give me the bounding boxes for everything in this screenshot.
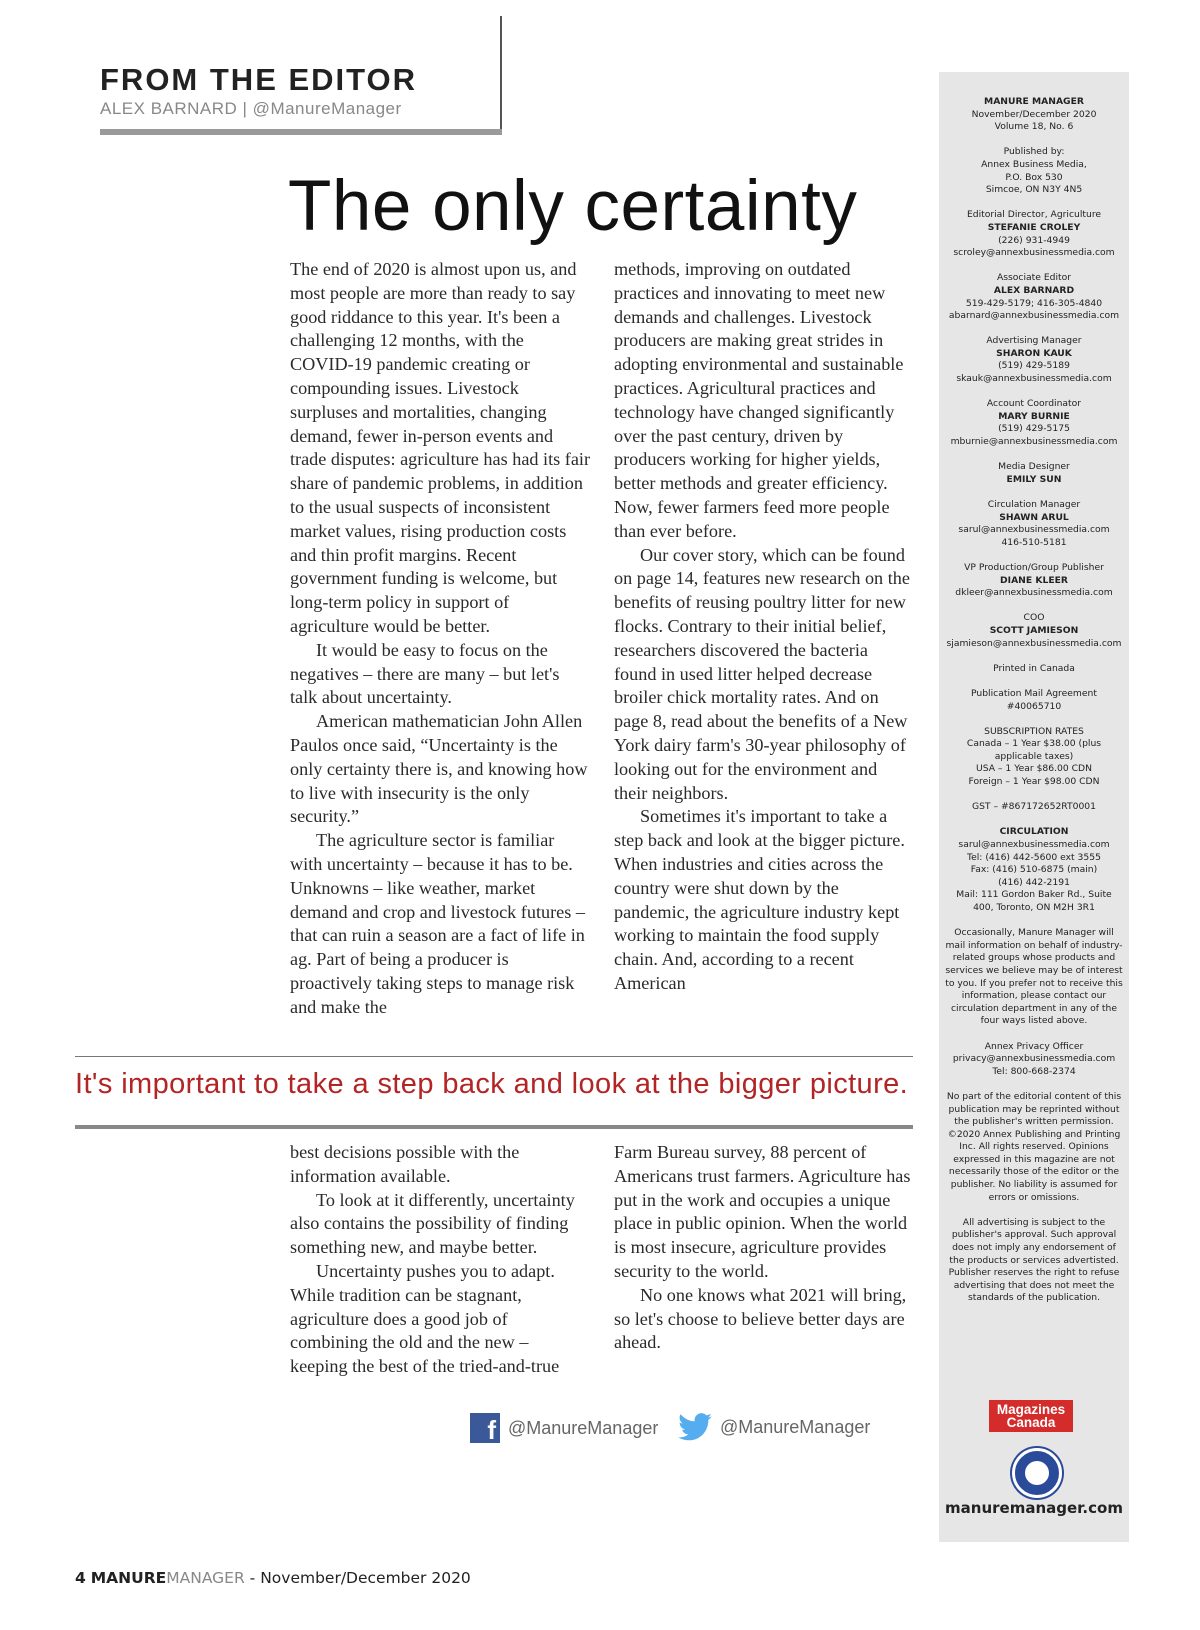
staff-role: Media Designer: [998, 461, 1070, 473]
subs-usa: USA – 1 Year $86.00 CDN: [975, 763, 1092, 775]
mail-agreement-number: #40065710: [1006, 700, 1062, 712]
subs-foreign: Foreign – 1 Year $98.00 CDN: [968, 776, 1100, 788]
publisher-box: P.O. Box 530: [1005, 171, 1063, 183]
facebook-icon: f: [470, 1413, 500, 1443]
website-link[interactable]: manuremanager.com: [945, 1499, 1123, 1517]
paragraph: methods, improving on outdated practices and innovating to meet new demands and challenges. Livestock producers are making great strides in adopting environmental and sustainable practices. Agricultural practices and technology have changed significantly over the past century, driven by producers working for higher yields, better methods and greater efficiency. Now, fewer farmers feed more people than ever before.: [614, 259, 904, 541]
staff-contact[interactable]: mburnie@annexbusinessmedia.com: [950, 436, 1118, 448]
staff-entry: [945, 562, 1123, 600]
printed-note: Printed in Canada: [993, 662, 1075, 674]
staff-role: Advertising Manager: [986, 335, 1082, 347]
header-rule: [100, 129, 502, 135]
staff-name: MARY BURNIE: [998, 410, 1070, 422]
twitter-icon: [678, 1413, 712, 1441]
circ-email[interactable]: sarul@annexbusinessmedia.com: [958, 839, 1110, 851]
staff-contact: 416-510-5181: [1001, 536, 1067, 548]
staff-name: SHAWN ARUL: [999, 511, 1069, 523]
staff-role: Editorial Director, Agriculture: [966, 209, 1102, 221]
circ-tel: Tel: (416) 442-5600 ext 3555: [967, 851, 1101, 863]
paragraph: Sometimes it's important to take a step back and look at the bigger picture. When industries and cities across the country were shut down by the pandemic, the agriculture industry kept working to maintain the food supply chain. And, according to a recent American: [614, 806, 905, 993]
pub-issue: November/December 2020: [971, 108, 1097, 120]
gst-number: GST – #867172652RT0001: [971, 801, 1096, 813]
paragraph: It would be easy to focus on the negatives – there are many – but let's talk about uncertainty.: [290, 639, 560, 708]
staff-contact[interactable]: sjamieson@annexbusinessmedia.com: [946, 637, 1122, 649]
published-by-label: Published by:: [1003, 146, 1065, 158]
staff-role: Circulation Manager: [987, 499, 1081, 510]
pub-name: MANURE MANAGER: [984, 96, 1084, 107]
twitter-link[interactable]: [678, 1413, 870, 1441]
masthead-pub: [945, 96, 1123, 134]
page-number: 4: [75, 1569, 86, 1587]
pullquote-top-rule: [75, 1056, 913, 1057]
staff-name: ALEX BARNARD: [993, 284, 1075, 296]
mail-agreement: [945, 688, 1123, 713]
staff-role: VP Production/Group Publisher: [964, 561, 1104, 573]
privacy-officer: [945, 1041, 1123, 1079]
byline: ALEX BARNARD | @ManureManager: [100, 99, 402, 118]
section-header: [100, 64, 502, 119]
staff-role: COO: [1023, 612, 1045, 624]
staff-contact[interactable]: scroley@annexbusinessmedia.com: [953, 247, 1115, 259]
column-1-bottom: [290, 1141, 590, 1379]
staff-contact[interactable]: abarnard@annexbusinessmedia.com: [948, 310, 1120, 322]
paragraph: Farm Bureau survey, 88 percent of Americans trust farmers. Agriculture has put in the work and occupies a unique place in public opinion. When the world is most insecure, agriculture provides security to the world.: [614, 1142, 911, 1281]
mail-agreement-label: Publication Mail Agreement: [971, 687, 1097, 699]
staff-contact[interactable]: skauk@annexbusinessmedia.com: [956, 373, 1112, 385]
facebook-link[interactable]: [470, 1413, 658, 1443]
subscription-rates: [945, 726, 1123, 789]
staff-contact[interactable]: dkleer@annexbusinessmedia.com: [955, 587, 1113, 599]
column-1-top: [290, 258, 590, 1020]
publisher-city: Simcoe, ON N3Y 4N5: [985, 184, 1083, 196]
facebook-handle: @ManureManager: [508, 1417, 659, 1438]
paragraph: American mathematician John Allen Paulos once said, “Uncertainty is the only certainty there is, and knowing how to live with insecurity is the only security.”: [290, 711, 588, 827]
subs-canada: Canada – 1 Year $38.00 (plus applicable taxes): [966, 738, 1102, 762]
staff-contact: (519) 429-5175: [998, 423, 1070, 435]
staff-entry: [945, 499, 1123, 549]
circulation-info: [945, 826, 1123, 914]
section-title: FROM THE EDITOR: [100, 62, 418, 97]
paragraph: The agriculture sector is familiar with uncertainty – because it has to be. Unknowns – like weather, market demand and crop and livestock futures – that can ruin a season are a fact of life in ag. Part of being a producer is proactively taking steps to manage risk and make the: [290, 830, 585, 1017]
page-footer: [75, 1569, 471, 1587]
staff-entry: [945, 398, 1123, 448]
staff-entry: [945, 461, 1123, 486]
staff-role: Account Coordinator: [986, 398, 1082, 410]
footer-brand-bold: MANURE: [90, 1569, 167, 1587]
staff-contact: 519-429-5179; 416-305-4840: [965, 297, 1103, 309]
header-divider: [500, 16, 502, 134]
column-2-top: [614, 258, 914, 996]
paragraph: No one knows what 2021 will bring, so let's choose to believe better days are ahead.: [614, 1284, 907, 1353]
subs-title: SUBSCRIPTION RATES: [984, 725, 1084, 737]
circ-mail: Mail: 111 Gordon Baker Rd., Suite 400, Toronto, ON M2H 3R1: [956, 889, 1112, 913]
masthead-sidebar: [939, 72, 1129, 1542]
staff-contact[interactable]: sarul@annexbusinessmedia.com: [958, 524, 1110, 536]
twitter-handle: @ManureManager: [720, 1416, 871, 1437]
article-headline: The only certainty: [288, 167, 858, 246]
advertising-note: All advertising is subject to the publisher's approval. Such approval does not imply any endorsement of the products or services advertisted. Publisher reserves the right to refuse advertising that does not meet the standards of the publication.: [948, 1216, 1120, 1304]
staff-contact: (519) 429-5189: [998, 360, 1070, 372]
circ-fax: Fax: (416) 510-6875 (main): [970, 864, 1098, 876]
footer-issue: - November/December 2020: [249, 1569, 471, 1587]
privacy-email[interactable]: privacy@annexbusinessmedia.com: [952, 1053, 1116, 1065]
paragraph: Uncertainty pushes you to adapt. While tradition can be stagnant, agriculture does a good job of combining the old and the new – keeping the best of the tried-and-true: [290, 1260, 560, 1377]
staff-contact: (226) 931-4949: [998, 234, 1070, 246]
staff-name: STEFANIE CROLEY: [987, 221, 1081, 233]
footer-brand-light: MANAGER: [166, 1569, 245, 1587]
staff-entry: [945, 272, 1123, 322]
staff-entry: [945, 612, 1123, 650]
paragraph: best decisions possible with the information available.: [290, 1142, 520, 1186]
publisher-company: Annex Business Media,: [981, 158, 1087, 170]
pub-volume: Volume 18, No. 6: [994, 121, 1074, 133]
pullquote-bottom-rule: [75, 1125, 913, 1129]
staff-name: SHARON KAUK: [996, 347, 1072, 359]
pullquote: It's important to take a step back and look at the bigger picture.: [75, 1068, 909, 1100]
mailing-note: Occasionally, Manure Manager will mail information on behalf of industry-related groups whose products and services we believe may be of interest to you. If you prefer not to receive this information, please contact our circulation department in any of the four ways listed above.: [945, 927, 1123, 1027]
staff-entry: [945, 209, 1123, 259]
staff-entry: [945, 335, 1123, 385]
staff-name: SCOTT JAMIESON: [989, 624, 1079, 636]
association-seal-icon: [1012, 1448, 1062, 1498]
privacy-label: Annex Privacy Officer: [984, 1040, 1084, 1052]
magazines-canada-logo: Magazines Canada: [989, 1400, 1073, 1432]
column-2-bottom: [614, 1141, 914, 1355]
staff-name: EMILY SUN: [1006, 473, 1062, 485]
paragraph: Our cover story, which can be found on page 14, features new research on the benefits of reusing poultry litter for new flocks. Contrary to their initial belief, researchers discovered the bacteria found in used litter helped decrease broiler chick mortality rates. And on page 8, read about the benefits of a New York dairy farm's 30-year philosophy of looking out for the environment and their neighbors.: [614, 544, 910, 803]
staff-role: Associate Editor: [996, 272, 1072, 284]
copyright-note: No part of the editorial content of this publication may be reprinted without the publisher's written permission. ©2020 Annex Publishing and Printing Inc. All rights reserved. Opinions expressed in this magazine are not necessarily those of the editor or the publisher. No liability is assumed for errors or omissions.: [946, 1090, 1122, 1203]
privacy-tel: Tel: 800-668-2374: [992, 1065, 1076, 1077]
staff-name: DIANE KLEER: [1000, 574, 1068, 586]
circ-fax2: (416) 442-2191: [998, 876, 1070, 888]
paragraph: To look at it differently, uncertainty also contains the possibility of finding something new, and maybe better.: [290, 1189, 575, 1258]
masthead-publisher: [945, 146, 1123, 196]
paragraph: The end of 2020 is almost upon us, and most people are more than ready to say good riddance to this year. It's been a challenging 12 months, with the COVID-19 pandemic creating or compounding issues. Livestock surpluses and mortalities, changing demand, fewer in-person events and trade disputes: agriculture has had its fair share of pandemic problems, in addition to the usual suspects of inconsistent market values, rising production costs and thin profit margins. Recent government funding is welcome, but long-term policy in support of agriculture would be better.: [290, 259, 590, 636]
circ-title: CIRCULATION: [999, 826, 1069, 838]
